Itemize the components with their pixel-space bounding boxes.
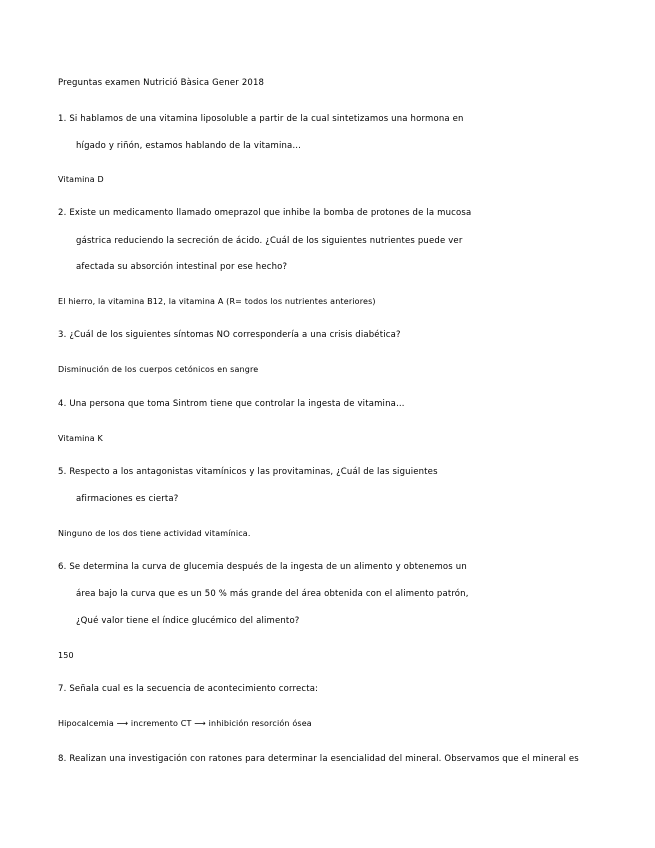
question-text: Si hablamos de una vitamina liposoluble a partir de la cual sintetizamos una hormona en xyxy=(69,114,464,124)
question-5-line-1 xyxy=(58,467,438,478)
document-title: Preguntas examen Nutrició Bàsica Gener 2018 xyxy=(58,78,265,88)
question-6-line-2: área bajo la curva que es un 50 % más grande del área obtenida con el alimento patrón, xyxy=(76,589,469,599)
question-number: 7. xyxy=(58,684,67,694)
question-5-line-2: afirmaciones es cierta? xyxy=(76,494,179,504)
question-number: 4. xyxy=(58,399,67,409)
question-number: 2. xyxy=(58,208,67,218)
question-1-line-2: hígado y riñón, estamos hablando de la vitamina… xyxy=(76,141,302,151)
answer-7: Hipocalcemia ⟶ incremento CT ⟶ inhibición resorción ósea xyxy=(58,719,312,728)
answer-1: Vitamina D xyxy=(58,175,104,184)
question-1-line-1 xyxy=(58,114,464,125)
question-7-line-1 xyxy=(58,684,318,695)
question-6-line-1 xyxy=(58,562,467,573)
question-2-line-1 xyxy=(58,208,471,219)
question-number: 3. xyxy=(58,330,67,340)
question-2-line-3: afectada su absorción intestinal por ese hecho? xyxy=(76,262,288,272)
question-text: Existe un medicamento llamado omeprazol que inhibe la bomba de protones de la mucosa xyxy=(69,208,472,218)
question-text: ¿Cuál de los siguientes síntomas NO correspondería a una crisis diabética? xyxy=(69,330,401,340)
question-2-line-2: gástrica reduciendo la secreción de ácido. ¿Cuál de los siguientes nutrientes puede ver xyxy=(76,236,463,246)
question-text: Señala cual es la secuencia de acontecimiento correcta: xyxy=(69,684,319,694)
question-number: 5. xyxy=(58,467,67,477)
answer-5: Ninguno de los dos tiene actividad vitamínica. xyxy=(58,529,251,538)
question-8-line-1 xyxy=(58,754,579,765)
answer-2: El hierro, la vitamina B12, la vitamina A (R= todos los nutrientes anteriores) xyxy=(58,297,376,306)
question-3-line-1 xyxy=(58,330,401,341)
question-number: 8. xyxy=(58,754,67,764)
question-4-line-1 xyxy=(58,399,405,410)
question-text: Se determina la curva de glucemia después de la ingesta de un alimento y obtenemos un xyxy=(69,562,467,572)
question-number: 1. xyxy=(58,114,67,124)
question-text: Realizan una investigación con ratones para determinar la esencialidad del mineral. Observamos que el mineral es xyxy=(69,754,579,764)
question-6-line-3: ¿Qué valor tiene el índice glucémico del alimento? xyxy=(76,616,300,626)
question-number: 6. xyxy=(58,562,67,572)
answer-3: Disminución de los cuerpos cetónicos en sangre xyxy=(58,365,259,374)
question-text: Una persona que toma Sintrom tiene que controlar la ingesta de vitamina… xyxy=(69,399,405,409)
answer-4: Vitamina K xyxy=(58,434,103,443)
question-text: Respecto a los antagonistas vitamínicos y las provitaminas, ¿Cuál de las siguientes xyxy=(69,467,438,477)
answer-6: 150 xyxy=(58,651,74,660)
